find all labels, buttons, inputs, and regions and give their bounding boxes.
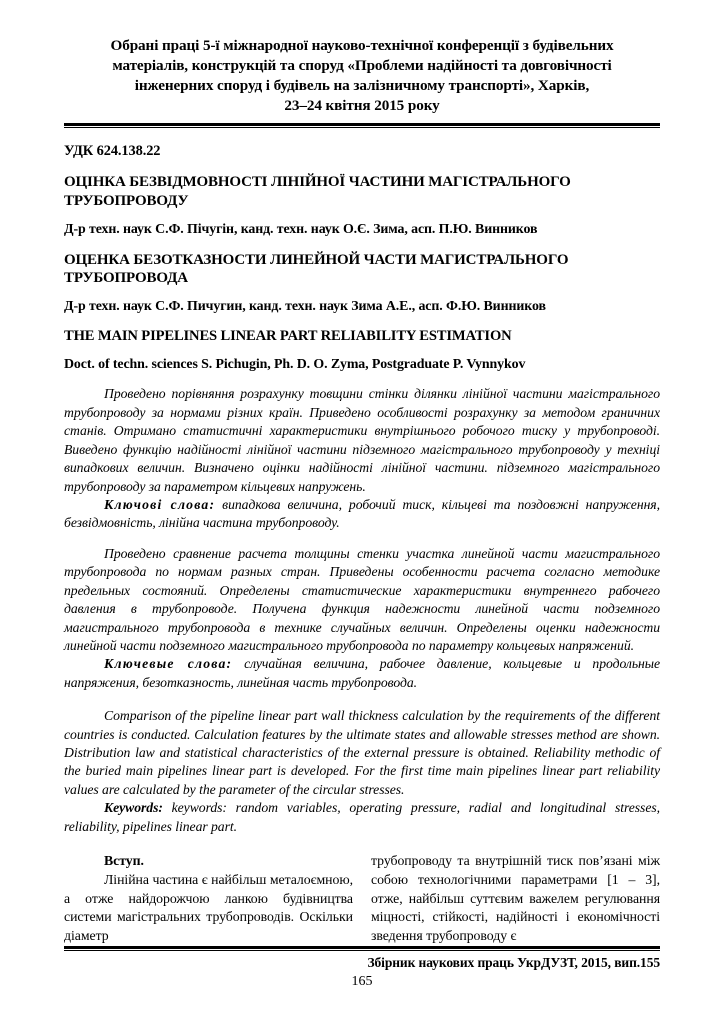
udk-code: УДК 624.138.22 xyxy=(64,143,161,160)
article-authors-ua: Д-р техн. наук С.Ф. Пічугін, канд. техн. наук О.Є. Зима, асп. П.Ю. Винников xyxy=(64,221,538,237)
article-title-ru: ОЦЕНКА БЕЗОТКАЗНОСТИ ЛИНЕЙНОЙ ЧАСТИ МАГИСТРАЛЬНОГО ТРУБОПРОВОДА xyxy=(64,251,569,287)
running-head-line-1: Обрані праці 5-ї міжнародної науково-технічної конференції з будівельних xyxy=(110,37,614,54)
footer-source: Збірник наукових праць УкрДУЗТ, 2015, вип.155 xyxy=(367,955,660,970)
section-heading-intro: Вступ. xyxy=(104,853,144,869)
abstract-ru: Проведено сравнение расчета толщины стенки участка линейной части магистрального трубопровода по нормам разных стран. Приведены особенности расчета согласно методике предельных состояний. Определены статистические характеристики внутреннего рабочего давления в трубопроводе. Получена функция надежности линейной части подземного магистрального трубопровода в технике случайных величин. Определены оценки надежности линейной части подземного магистрального трубопровода по параметру кольцевых напряжений. xyxy=(64,545,660,653)
body-paragraph-right: трубопроводу та внутрішній тиск пов’язані між собою технологічними параметрами [1 – 3], отже, найбільш суттєвим важелем регулювання міцності, стійкості, надійності і економічності зведення трубопроводу є xyxy=(371,853,660,944)
footer-divider-thin xyxy=(64,950,660,951)
keywords-ua xyxy=(64,496,660,533)
abstract-ua: Проведено порівняння розрахунку товщини стінки ділянки лінійної частини магістрального трубопроводу за нормами різних країн. Приведено особливості розрахунку за методом граничних станів. Отримано статистичні характеристики внутрішнього робочого тиску у трубопроводі. Виведено функцію надійності лінійної частини підземного магістрального трубопроводу у техніці випадкових величин. Визначено оцінки надійності лінійної частини. підземного магістрального трубопроводу за параметром кільцевих напружень. xyxy=(64,386,660,494)
running-head-line-4: 23–24 квітня 2015 року xyxy=(284,97,440,115)
keywords-ua-label: Ключові слова: xyxy=(104,496,216,512)
body-column-left xyxy=(64,852,353,946)
keywords-en-text: keywords: random variables, operating pressure, radial and longitudinal stresses, reliability, pipelines linear part. xyxy=(64,800,660,834)
page-content xyxy=(64,0,660,946)
article-title-en: THE MAIN PIPELINES LINEAR PART RELIABILITY ESTIMATION xyxy=(64,328,512,345)
article-authors-ru: Д-р техн. наук С.Ф. Пичугин, канд. техн. наук Зима А.Е., асп. Ф.Ю. Винников xyxy=(64,299,546,315)
header-divider xyxy=(64,123,660,129)
page-number: 165 xyxy=(351,974,373,989)
running-head-line-2: матеріалів, конструкцій та споруд «Проблеми надійності та довговічності xyxy=(112,57,612,75)
article-title-ua: ОЦІНКА БЕЗВІДМОВНОСТІ ЛІНІЙНОЇ ЧАСТИНИ МАГІСТРАЛЬНОГО ТРУБОПРОВОДУ xyxy=(64,174,571,209)
header-divider-thin xyxy=(64,127,660,128)
body-paragraph-left: Лінійна частина є найбільш металоємною, а отже найдорожчою ланкою будівництва системи магістральних трубопроводів. Оскільки діаметр xyxy=(64,871,353,944)
keywords-en-label: Keywords: xyxy=(104,800,163,816)
keywords-ru-text: случайная величина, рабочее давление, кольцевые и продольные напряжения, безотказность, линейная часть трубопровода. xyxy=(64,656,661,690)
running-head-line-3: інженерних споруд і будівель на залізничному транспорті», Харків, xyxy=(134,77,590,95)
abstract-en: Comparison of the pipeline linear part wall thickness calculation by the requirements of the different countries is conducted. Calculation features by the ultimate states and allowable stresses method are shown. Distribution law and statistical characteristics of the external pressure is obtained. Reliability methodic of the buried main pipelines linear part is developed. For the first time main pipelines linear part reliability values are calculated by the parameter of the circular stresses. xyxy=(64,708,660,797)
running-head xyxy=(64,36,660,116)
article-authors-en: Doct. of techn. sciences S. Pichugin, Ph. D. O. Zyma, Postgraduate P. Vynnykov xyxy=(64,357,526,373)
keywords-ru xyxy=(64,655,660,692)
footer-divider xyxy=(64,946,660,952)
body-columns xyxy=(64,852,660,946)
keywords-en xyxy=(64,799,660,836)
body-column-right xyxy=(371,852,660,946)
keywords-ua-text: випадкова величина, робочий тиск, кільцеві та поздовжні напруження, безвідмовність, лінійна частина трубопроводу. xyxy=(64,496,660,531)
keywords-ru-label: Ключевые слова: xyxy=(104,656,233,672)
